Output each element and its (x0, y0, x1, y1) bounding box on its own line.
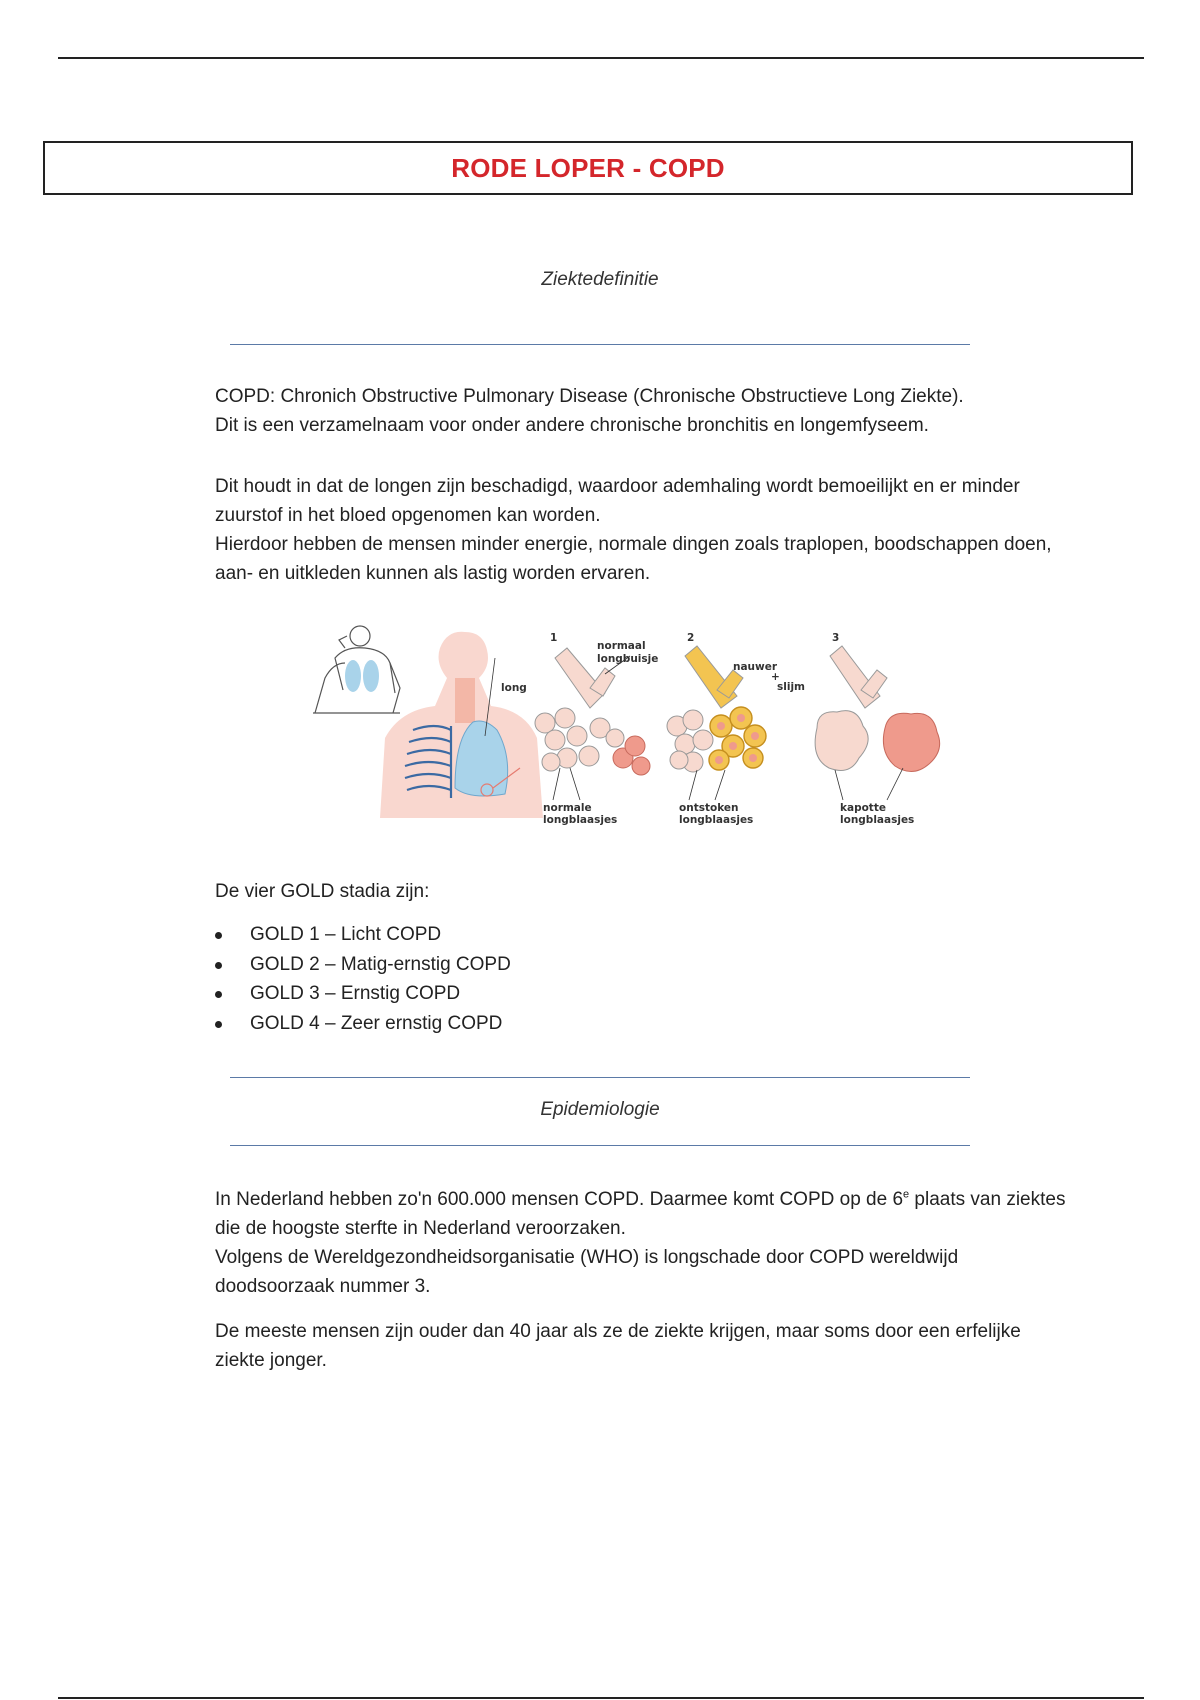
section-divider (230, 1145, 970, 1146)
document-title: RODE LOPER - COPD (451, 152, 725, 183)
section-divider (230, 344, 970, 345)
torso-icon (380, 632, 543, 818)
definition-line: Dit is een verzamelnaam voor onder andere chronische bronchitis en longemfyseem. (215, 415, 929, 436)
list-item: GOLD 1 – Licht COPD (215, 920, 511, 950)
section-heading-epidemiology: Epidemiologie (540, 1099, 660, 1120)
gold-stages-list (215, 920, 511, 1038)
epidemiology-text: In Nederland hebben zo'n 600.000 mensen COPD. Daarmee komt COPD op de 6 (215, 1189, 904, 1210)
section-divider (230, 1077, 970, 1078)
definition-line: Hierdoor hebben de mensen minder energie, normale dingen zoals traplopen, boodschappen doen, aan- en uitkleden kunnen als lastig worden ervaren. (215, 534, 1052, 584)
list-item: GOLD 2 – Matig-ernstig COPD (215, 950, 511, 980)
label-longbuisje: longbuisje (597, 653, 659, 665)
label-normaal: normaal (597, 640, 646, 652)
superscript-e: e (903, 1188, 910, 1201)
definition-line: Dit houdt in dat de longen zijn beschadigd, waardoor ademhaling wordt bemoeilijkt en er minder zuurstof in het bloed opgenomen kan worden. (215, 476, 1020, 526)
epidemiology-paragraph-1 (215, 1185, 1075, 1301)
label-long: long (501, 682, 527, 694)
label-longblaasjes: longblaasjes (543, 814, 618, 826)
alveoli-normal-icon (535, 632, 658, 826)
section-heading-definition: Ziektedefinitie (541, 269, 659, 290)
gold-intro: De vier GOLD stadia zijn: (215, 881, 430, 902)
epidemiology-line (215, 1185, 1075, 1243)
label-2: 2 (687, 632, 695, 644)
label-longblaasjes-3: longblaasjes (840, 814, 915, 826)
definition-line: COPD: Chronich Obstructive Pulmonary Disease (Chronische Obstructieve Long Ziekte). (215, 386, 964, 407)
list-item: GOLD 3 – Ernstig COPD (215, 979, 511, 1009)
label-ontstoken: ontstoken (679, 802, 739, 814)
epidemiology-text: plaats van ziektes die de hoogste sterfte in Nederland veroorzaken. (215, 1189, 1066, 1239)
definition-paragraph-2 (215, 472, 1075, 588)
epidemiology-paragraph-2: De meeste mensen zijn ouder dan 40 jaar als ze de ziekte krijgen, maar soms door een erfelijke ziekte jonger. (215, 1321, 1021, 1371)
label-normale: normale (543, 802, 592, 814)
label-slijm: slijm (777, 681, 805, 693)
label-nauwer: nauwer (733, 661, 778, 673)
footer-rule (58, 1697, 1144, 1699)
list-item: GOLD 4 – Zeer ernstig COPD (215, 1009, 511, 1039)
alveoli-inflamed-icon (667, 632, 805, 826)
definition-paragraph-1 (215, 382, 1075, 440)
title-box (43, 141, 1133, 195)
copd-lung-illustration (305, 618, 970, 836)
header-rule (58, 57, 1144, 59)
label-kapotte: kapotte (840, 802, 886, 814)
label-1: 1 (550, 632, 558, 644)
alveoli-damaged-icon (815, 632, 940, 826)
epidemiology-line: Volgens de Wereldgezondheidsorganisatie (WHO) is longschade door COPD wereldwijd doodsoorzaak nummer 3. (215, 1247, 959, 1297)
label-plus: + (771, 671, 780, 683)
patient-lungs-icon (345, 660, 379, 692)
label-3: 3 (832, 632, 840, 644)
label-longblaasjes-2: longblaasjes (679, 814, 754, 826)
